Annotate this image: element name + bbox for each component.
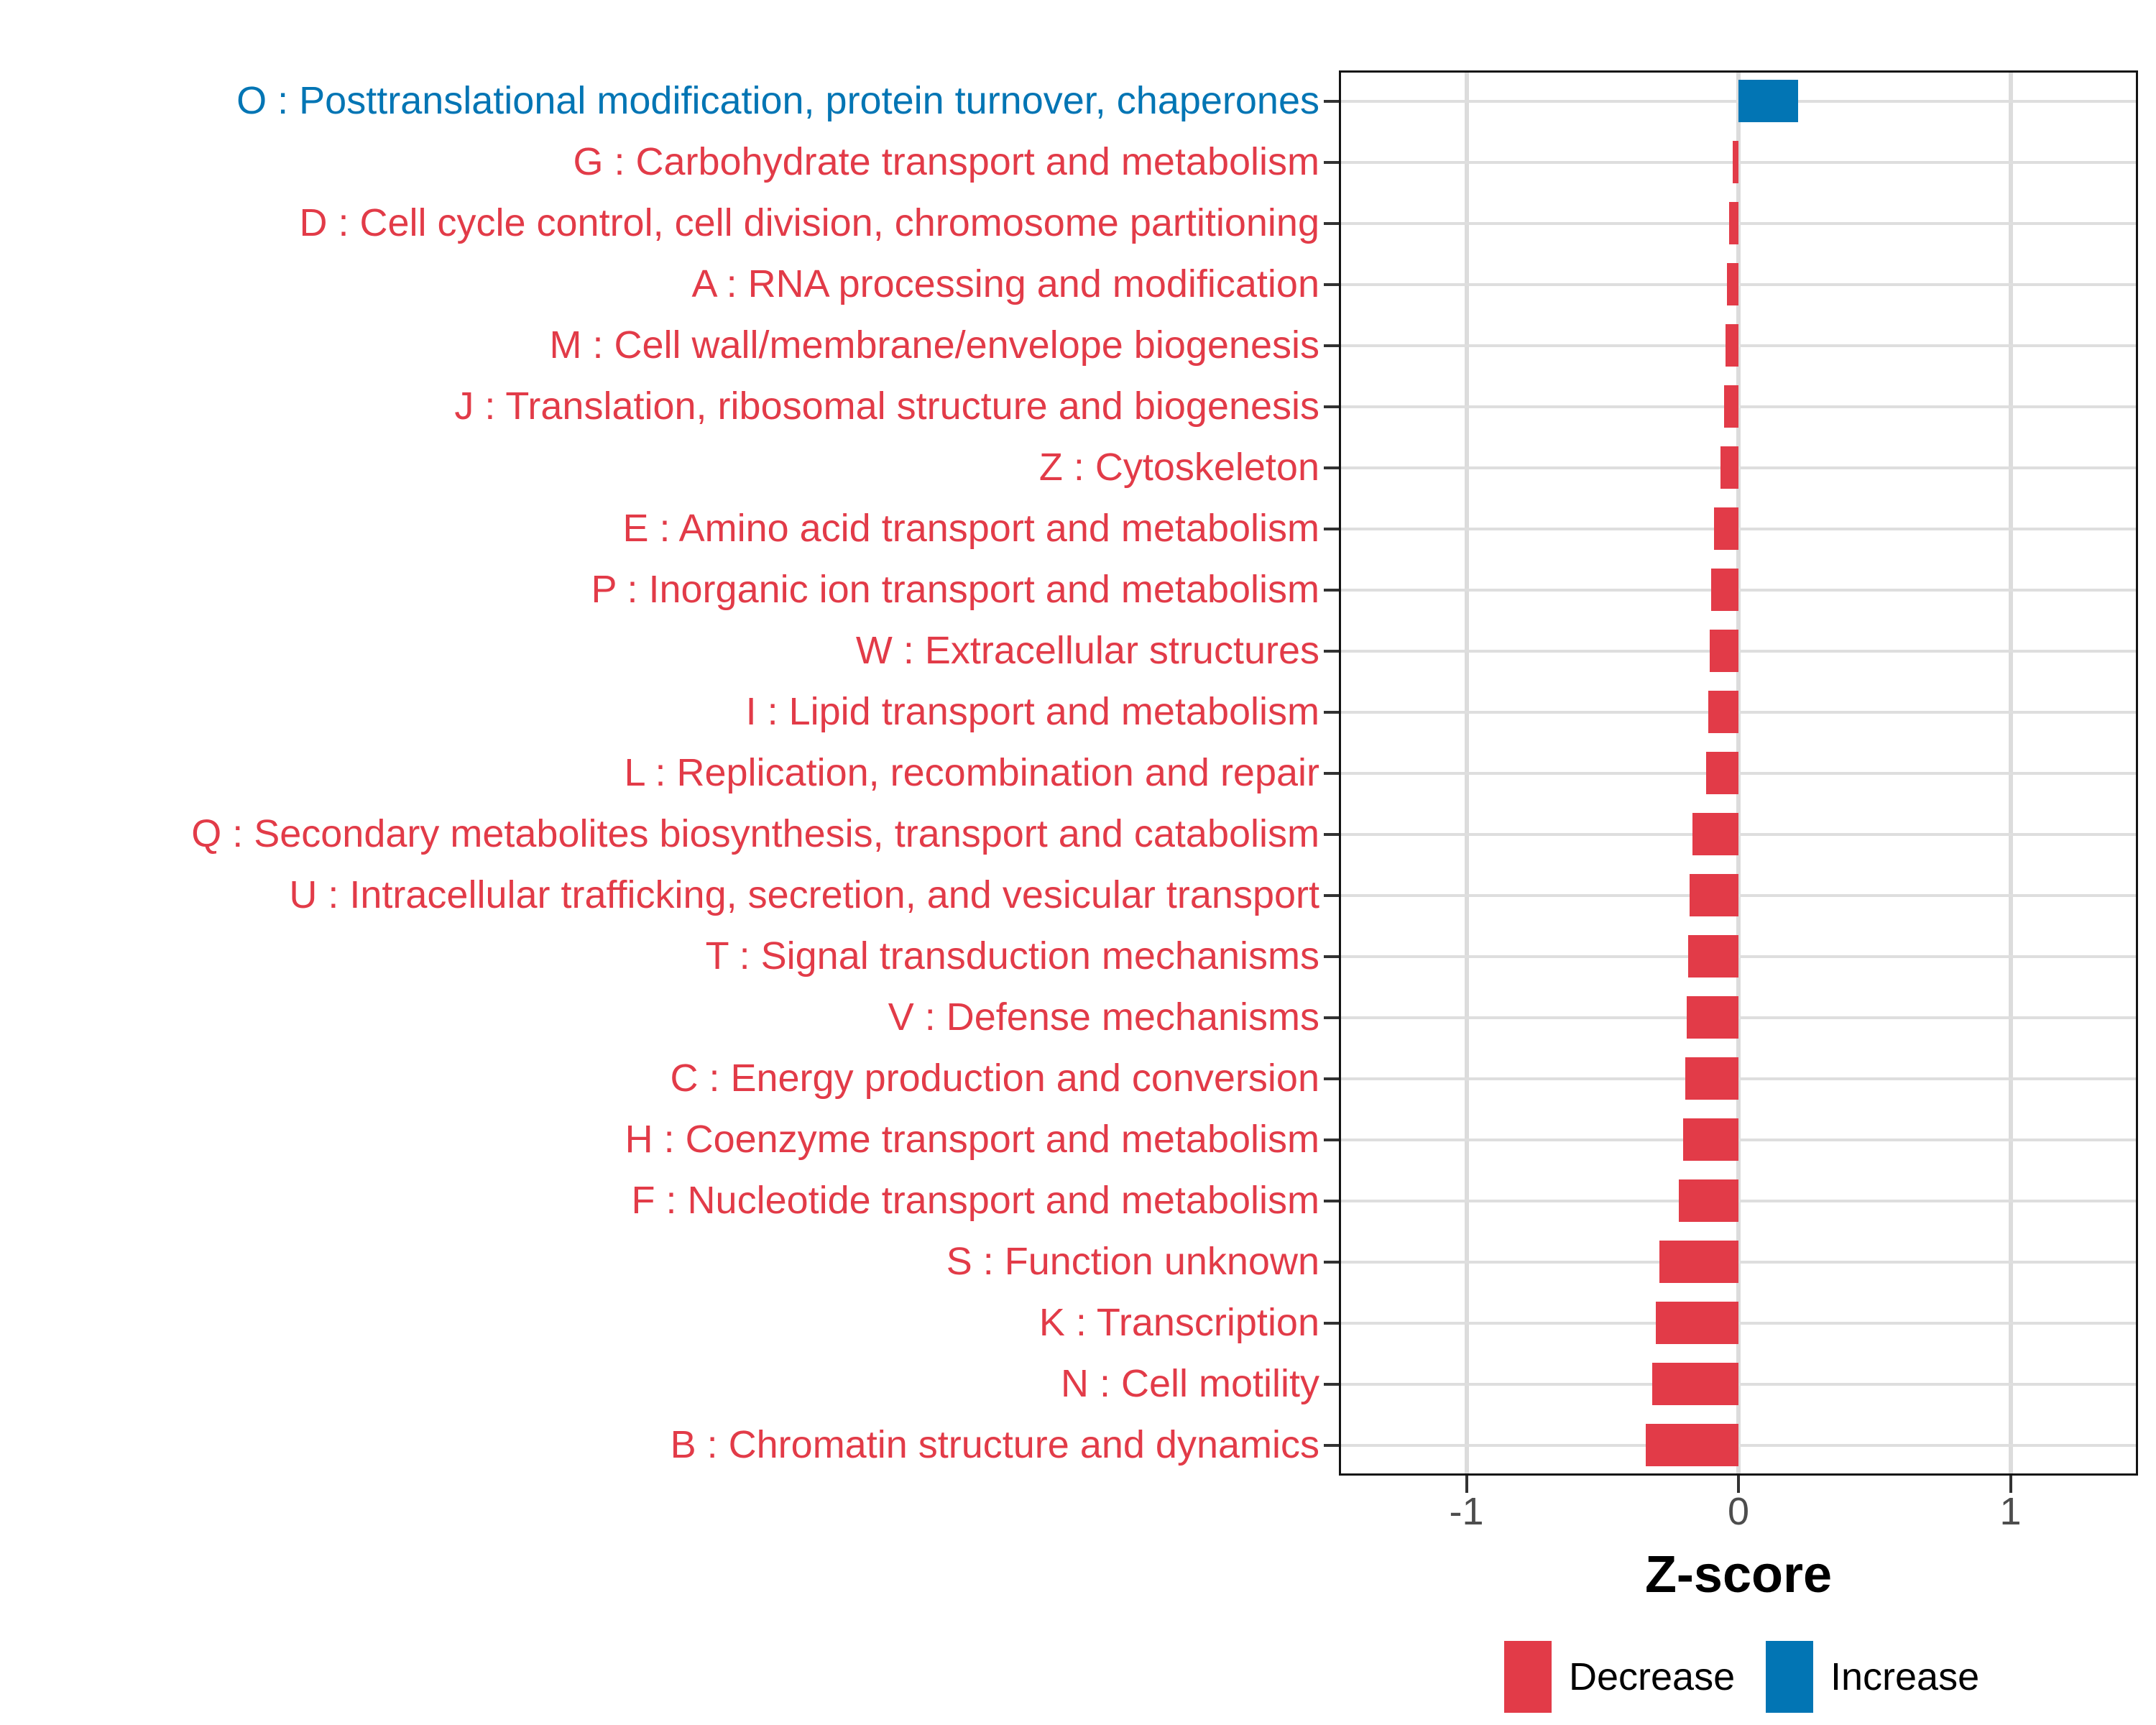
x-axis-title: Z-score (1644, 1546, 1833, 1604)
gridline-row-D (1339, 222, 2138, 225)
y-axis-tick-H (1324, 1138, 1339, 1141)
y-axis-tick-F (1324, 1200, 1339, 1202)
category-label-M: M : Cell wall/membrane/envelope biogenesis (549, 323, 1319, 367)
y-axis-tick-B (1324, 1444, 1339, 1447)
category-label-G: G : Carbohydrate transport and metabolism (573, 140, 1319, 183)
y-axis-tick-Q (1324, 833, 1339, 836)
bar-Q (1692, 813, 1738, 855)
y-axis-tick-E (1324, 528, 1339, 530)
y-axis-tick-Z (1324, 466, 1339, 469)
x-tick-label-0: 0 (1727, 1490, 1750, 1533)
gridline-row-M (1339, 344, 2138, 347)
gridline-row-S (1339, 1261, 2138, 1264)
gridline-row-E (1339, 528, 2138, 530)
category-label-Z: Z : Cytoskeleton (1038, 446, 1319, 489)
bar-G (1733, 141, 1738, 183)
gridline-row-G (1339, 161, 2138, 164)
category-label-W: W : Extracellular structures (855, 629, 1319, 672)
gridline-row-I (1339, 711, 2138, 714)
bar-S (1659, 1241, 1738, 1283)
bar-O (1738, 80, 1798, 122)
y-axis-tick-G (1324, 161, 1339, 164)
category-label-E: E : Amino acid transport and metabolism (622, 507, 1319, 550)
bar-E (1714, 507, 1738, 550)
legend-key-decrease (1504, 1641, 1552, 1713)
bar-P (1711, 569, 1738, 611)
y-axis-tick-D (1324, 222, 1339, 225)
bar-B (1646, 1424, 1738, 1466)
gridline-row-H (1339, 1138, 2138, 1141)
category-label-V: V : Defense mechanisms (888, 995, 1319, 1039)
category-label-J: J : Translation, ribosomal structure and biogenesis (454, 385, 1319, 428)
y-axis-tick-I (1324, 711, 1339, 714)
gridline-row-C (1339, 1077, 2138, 1080)
bar-I (1708, 691, 1738, 733)
x-tick-label--1: -1 (1449, 1490, 1484, 1533)
bar-M (1726, 324, 1738, 367)
category-label-H: H : Coenzyme transport and metabolism (625, 1118, 1319, 1161)
gridline-row-T (1339, 955, 2138, 958)
bar-W (1710, 630, 1738, 672)
gridline-row-A (1339, 283, 2138, 286)
y-axis-tick-J (1324, 405, 1339, 408)
gridline-row-W (1339, 650, 2138, 653)
bar-T (1688, 935, 1738, 978)
legend-label-decrease: Decrease (1569, 1655, 1736, 1698)
category-label-B: B : Chromatin structure and dynamics (670, 1423, 1319, 1466)
y-axis-tick-M (1324, 344, 1339, 347)
gridline-row-Z (1339, 466, 2138, 469)
category-label-Q: Q : Secondary metabolites biosynthesis, transport and catabolism (191, 812, 1319, 855)
y-axis-tick-K (1324, 1322, 1339, 1325)
gridline-row-N (1339, 1383, 2138, 1386)
category-label-C: C : Energy production and conversion (670, 1057, 1319, 1100)
bar-Z (1720, 446, 1738, 489)
category-label-F: F : Nucleotide transport and metabolism (631, 1179, 1319, 1222)
bar-H (1683, 1118, 1738, 1161)
bar-L (1706, 752, 1738, 794)
y-axis-tick-T (1324, 955, 1339, 958)
bar-V (1687, 996, 1738, 1039)
y-axis-tick-A (1324, 283, 1339, 286)
gridline-row-K (1339, 1322, 2138, 1325)
y-axis-tick-O (1324, 100, 1339, 103)
category-label-L: L : Replication, recombination and repair (624, 751, 1319, 794)
category-label-S: S : Function unknown (946, 1240, 1319, 1283)
gridline-row-P (1339, 589, 2138, 592)
gridline-row-Q (1339, 833, 2138, 836)
gridline-row-J (1339, 405, 2138, 408)
category-label-A: A : RNA processing and modification (691, 262, 1319, 305)
category-label-N: N : Cell motility (1060, 1362, 1319, 1405)
category-label-P: P : Inorganic ion transport and metabolism (591, 568, 1319, 611)
y-axis-tick-S (1324, 1261, 1339, 1264)
y-axis-tick-V (1324, 1016, 1339, 1019)
y-axis-tick-W (1324, 650, 1339, 653)
category-label-U: U : Intracellular trafficking, secretion, and vesicular transport (289, 873, 1319, 916)
bar-A (1727, 263, 1738, 305)
bar-K (1656, 1302, 1738, 1344)
bar-F (1679, 1179, 1738, 1222)
bar-N (1652, 1363, 1738, 1405)
category-label-T: T : Signal transduction mechanisms (705, 934, 1319, 978)
y-axis-tick-U (1324, 894, 1339, 897)
y-axis-tick-L (1324, 772, 1339, 775)
gridline-row-L (1339, 772, 2138, 775)
category-label-O: O : Posttranslational modification, protein turnover, chaperones (236, 79, 1319, 122)
gridline-row-F (1339, 1200, 2138, 1202)
category-label-K: K : Transcription (1038, 1301, 1319, 1344)
gridline-row-U (1339, 894, 2138, 897)
bar-D (1729, 202, 1738, 244)
category-label-I: I : Lipid transport and metabolism (745, 690, 1319, 733)
legend-label-increase: Increase (1830, 1655, 1980, 1698)
bar-C (1685, 1057, 1738, 1100)
bar-U (1690, 874, 1738, 916)
legend-key-increase (1766, 1641, 1813, 1713)
y-axis-tick-P (1324, 589, 1339, 592)
y-axis-tick-N (1324, 1383, 1339, 1386)
category-label-D: D : Cell cycle control, cell division, chromosome partitioning (299, 201, 1319, 244)
gridline-row-V (1339, 1016, 2138, 1019)
y-axis-tick-C (1324, 1077, 1339, 1080)
x-tick-label-1: 1 (1999, 1490, 2022, 1533)
gridline-row-B (1339, 1444, 2138, 1447)
bar-J (1724, 385, 1738, 428)
